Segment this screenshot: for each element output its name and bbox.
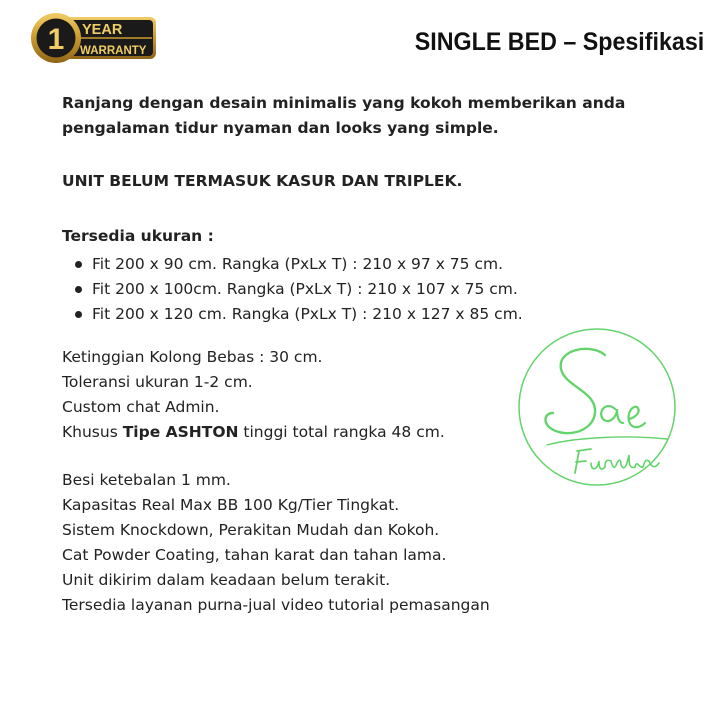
list-item bbox=[62, 252, 523, 277]
notice-text: UNIT BELUM TERMASUK KASUR DAN TRIPLEK. bbox=[62, 172, 463, 190]
feature-line: Tersedia layanan purna-jual video tutorial pemasangan bbox=[62, 596, 490, 614]
feature-line: Unit dikirim dalam keadaan belum terakit. bbox=[62, 571, 391, 589]
intro-paragraph bbox=[62, 91, 662, 141]
ashton-text bbox=[62, 420, 445, 445]
ashton-type: Tipe ASHTON bbox=[122, 423, 239, 441]
bullet-icon bbox=[75, 261, 82, 268]
feature-line: Cat Powder Coating, tahan karat dan tahan lama. bbox=[62, 546, 447, 564]
badge-warranty: WARRANTY bbox=[80, 45, 147, 57]
list-item bbox=[62, 277, 523, 302]
sizes-list bbox=[62, 252, 523, 327]
feature-line: Besi ketebalan 1 mm. bbox=[62, 471, 231, 489]
ashton-suffix: tinggi total rangka 48 cm. bbox=[238, 423, 445, 441]
tolerance-text: Toleransi ukuran 1-2 cm. bbox=[62, 373, 253, 391]
details-block bbox=[62, 345, 445, 445]
badge-number: 1 bbox=[47, 23, 65, 56]
feature-line: Kapasitas Real Max BB 100 Kg/Tier Tingkat. bbox=[62, 496, 400, 514]
bullet-icon bbox=[75, 311, 82, 318]
badge-year: YEAR bbox=[82, 22, 123, 38]
feature-line: Sistem Knockdown, Perakitan Mudah dan Kokoh. bbox=[62, 521, 440, 539]
intro-line: pengalaman tidur nyaman dan looks yang simple. bbox=[62, 119, 499, 137]
features-block bbox=[62, 468, 490, 618]
size-option: Fit 200 x 100cm. Rangka (PxLx T) : 210 x 107 x 75 cm. bbox=[92, 280, 518, 298]
intro-line: Ranjang dengan desain minimalis yang kokoh memberikan anda bbox=[62, 94, 626, 112]
sizes-heading: Tersedia ukuran : bbox=[62, 227, 214, 245]
bullet-icon bbox=[75, 286, 82, 293]
size-option: Fit 200 x 90 cm. Rangka (PxLx T) : 210 x 97 x 75 cm. bbox=[92, 255, 504, 273]
page-title: SINGLE BED – Spesifikasi bbox=[414, 28, 704, 56]
warranty-badge bbox=[30, 12, 158, 64]
clearance-text: Ketinggian Kolong Bebas : 30 cm. bbox=[62, 348, 323, 366]
sae-furniture-logo bbox=[517, 327, 677, 487]
size-option: Fit 200 x 120 cm. Rangka (PxLx T) : 210 x 127 x 85 cm. bbox=[92, 305, 523, 323]
custom-text: Custom chat Admin. bbox=[62, 398, 220, 416]
ashton-prefix: Khusus bbox=[62, 423, 123, 441]
list-item bbox=[62, 302, 523, 327]
